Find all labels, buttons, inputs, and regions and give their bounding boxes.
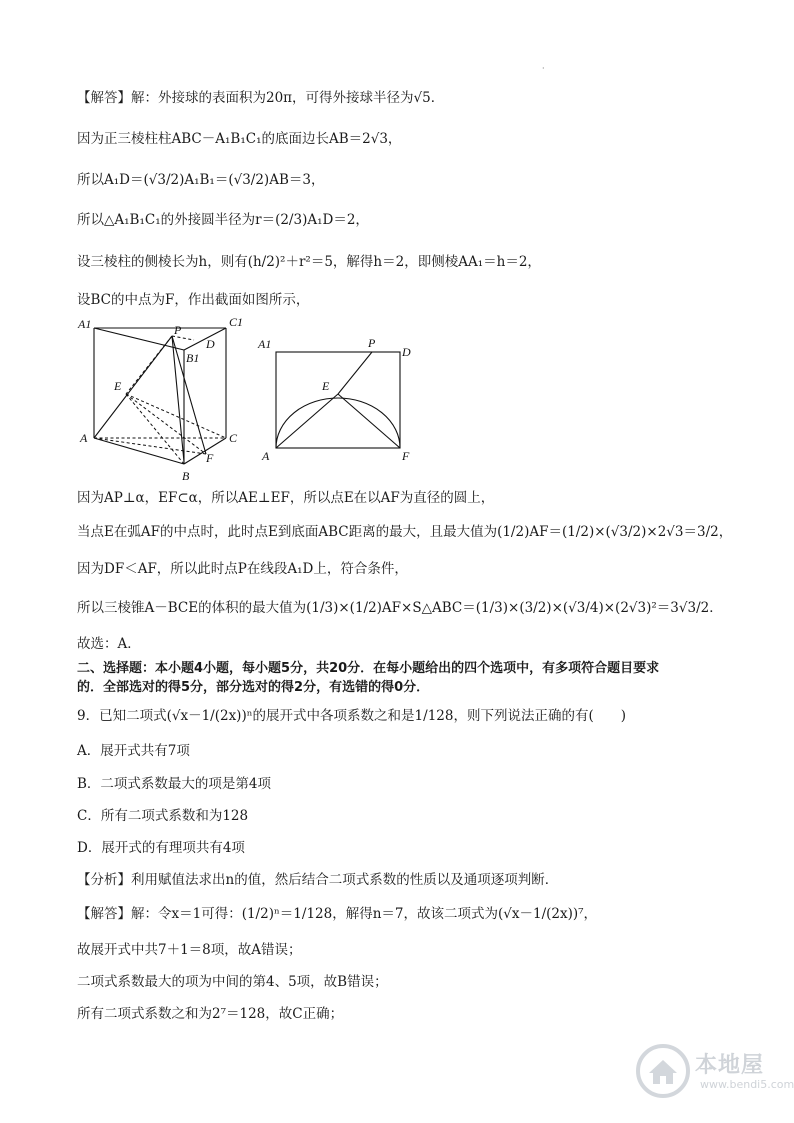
label-f: F <box>402 449 410 463</box>
label-a: A <box>80 431 88 445</box>
answer-line-1: 【解答】解：外接球的表面积为20π，可得外接球半径为√5． <box>77 90 445 106</box>
label-e: E <box>322 379 330 393</box>
label-d: D <box>206 337 215 351</box>
answer-line-2: 因为正三棱柱柱ABC－A₁B₁C₁的底面边长AB＝2√3， <box>77 131 402 147</box>
section-heading-2: 的．全部选对的得5分，部分选对的得2分，有选错的得0分． <box>77 680 430 695</box>
option-c: C．所有二项式系数和为128 <box>77 808 249 824</box>
label-b: B <box>182 469 190 483</box>
section-figure <box>256 334 420 466</box>
label-a: A <box>262 449 270 463</box>
label-c1: C1 <box>229 315 244 329</box>
solution-line-1: 【解答】解：令x＝1可得：(1/2)ⁿ＝1/128，解得n＝7，故该二项式为(√x－1/(2x))⁷， <box>77 906 598 922</box>
option-a: A．展开式共有7项 <box>77 743 190 759</box>
house-icon <box>636 1044 690 1098</box>
answer-line-8: 当点E在弧AF的中点时，此时点E到底面ABC距离的最大，且最大值为(1/2)AF＝(1/2)×(√3/2)×2√3＝3/2， <box>77 524 733 540</box>
option-b: B．二项式系数最大的项是第4项 <box>77 776 272 792</box>
solution-line-3: 二项式系数最大的项为中间的第4、5项，故B错误； <box>77 974 388 990</box>
prism-figure <box>76 314 256 486</box>
section-heading-1: 二、选择题：本小题4小题，每小题5分，共20分．在每小题给出的四个选项中，有多项符合题目要求 <box>77 661 660 676</box>
answer-line-7: 因为AP⊥α，EF⊂α，所以AE⊥EF，所以点E在以AF为直径的圆上， <box>77 490 495 506</box>
label-p: P <box>174 323 182 337</box>
answer-line-10: 所以三棱锥A－BCE的体积的最大值为(1/3)×(1/2)AF×S△ABC＝(1/3)×(3/2)×(√3/4)×(2√3)²＝3√3/2． <box>77 600 723 616</box>
watermark-title: 本地屋 <box>695 1053 765 1078</box>
label-b1: B1 <box>186 351 200 365</box>
analysis-line: 【分析】利用赋值法求出n的值，然后结合二项式系数的性质以及通项逐项判断． <box>77 872 559 888</box>
label-e: E <box>114 379 122 393</box>
question-9-stem: 9．已知二项式(√x－1/(2x))ⁿ的展开式中各项系数之和是1/128，则下列说法正确的有( ) <box>77 708 626 724</box>
solution-line-2: 故展开式中共7＋1＝8项，故A错误； <box>77 942 302 958</box>
scan-dot: · <box>542 64 545 73</box>
label-f: F <box>206 451 214 465</box>
answer-line-5: 设三棱柱的侧棱长为h，则有(h/2)²＋r²＝5，解得h＝2，即侧棱AA₁＝h＝2， <box>77 254 541 270</box>
answer-line-6: 设BC的中点为F，作出截面如图所示， <box>77 292 310 308</box>
label-c: C <box>229 431 238 445</box>
label-d: D <box>402 345 411 359</box>
answer-line-3: 所以A₁D＝(√3/2)A₁B₁＝(√3/2)AB＝3， <box>77 172 325 188</box>
answer-line-11: 故选：A． <box>77 636 141 652</box>
label-p: P <box>368 336 376 350</box>
watermark-url: www.bendi5.com <box>700 1078 794 1091</box>
option-d: D．展开式的有理项共有4项 <box>77 840 245 856</box>
watermark <box>632 1040 794 1102</box>
answer-line-4: 所以△A₁B₁C₁的外接圆半径为r＝(2/3)A₁D＝2， <box>77 212 369 228</box>
label-a1: A1 <box>258 337 272 351</box>
label-a1: A1 <box>78 317 92 331</box>
answer-line-9: 因为DF＜AF，所以此时点P在线段A₁D上，符合条件， <box>77 561 408 577</box>
solution-line-4: 所有二项式系数之和为2⁷＝128，故C正确； <box>77 1006 344 1022</box>
